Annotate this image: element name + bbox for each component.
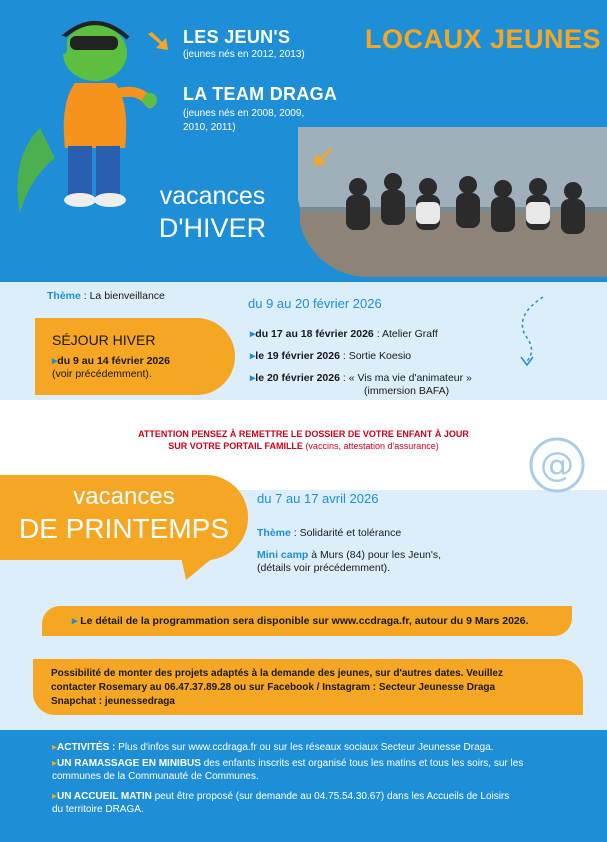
footer-activites: ▸ACTIVITÉS : Plus d'infos sur www.ccdraga.fr ou sur les réseaux sociaux Secteur Jeunesse Draga. (52, 742, 494, 753)
programme-note: ▸ Le détail de la programmation sera disponible sur www.ccdraga.fr, autour du 9 Mars 2026. (72, 615, 529, 627)
hiver-bubble (125, 172, 300, 260)
locaux-jeunes-title: LOCAUX JEUNES (365, 24, 602, 54)
footer-accueil-line2: du territoire DRAGA. (52, 804, 144, 815)
printemps-bubble-line1: vacances (73, 483, 175, 510)
group-photo (298, 127, 607, 277)
footer-minibus-line2: communes de la Communauté de Communes. (52, 771, 259, 782)
warning-line-1: ATTENTION PENSEZ À REMETTRE LE DOSSIER DE VOTRE ENFANT À JOUR (138, 429, 469, 439)
hiver-theme-label: Thème (47, 290, 81, 302)
hiver-item-3-line2: (immersion BAFA) (364, 385, 450, 397)
arrow-down-right-icon (146, 30, 170, 52)
bubble-tail-icon (240, 250, 280, 280)
projets-line-3: Snapchat : jeunessedraga (51, 696, 175, 707)
hiver-item-3: ▸le 20 février 2026 : « Vis ma vie d'animateur » (250, 372, 472, 384)
hiver-item-2: ▸le 19 février 2026 : Sortie Koesio (250, 350, 412, 362)
team-title: LA TEAM DRAGA (183, 84, 338, 104)
arrow-down-left-icon (310, 144, 336, 170)
printemps-bubble-tail-icon (180, 552, 220, 582)
team-subtitle-1: (jeunes nés en 2008, 2009, (183, 108, 305, 119)
projets-line-2: contacter Rosemary au 06.47.37.89.28 ou sur Facebook / Instagram : Secteur Jeunesse Draga (51, 682, 496, 693)
printemps-mini-camp: Mini camp à Murs (84) pour les Jeun's, (257, 549, 442, 561)
hiver-item-1: ▸du 17 au 18 février 2026 : Atelier Graff (250, 328, 438, 340)
hiver-dates: du 9 au 20 février 2026 (248, 296, 382, 311)
at-sign-icon (527, 435, 587, 495)
hiver-theme (47, 290, 165, 303)
warning-line-2: SUR VOTRE PORTAIL FAMILLE (vaccins, attestation d'assurance) (168, 441, 439, 451)
printemps-dates: du 7 au 17 avril 2026 (257, 491, 379, 506)
printemps-theme: Thème : Solidarité et tolérance (257, 527, 402, 539)
footer-minibus: ▸UN RAMASSAGE EN MINIBUS des enfants inscrits est organisé tous les matins et tous les soirs, sur les (52, 758, 524, 769)
sejour-date: du 9 au 14 février 2026 (57, 355, 170, 367)
printemps-mini-camp-line2: (détails voir précédemment). (257, 562, 391, 574)
dashed-arrow-icon (505, 295, 555, 370)
sejour-dates: ▸du 9 au 14 février 2026 (52, 355, 170, 367)
hiver-bubble-line1: vacances (159, 182, 266, 210)
hiver-theme-value: : La bienveillance (80, 290, 165, 302)
svg-text:@: @ (540, 445, 574, 485)
jeuns-title: LES JEUN'S (183, 27, 291, 47)
hiver-bubble-line2: D'HIVER (158, 213, 267, 243)
sejour-title: SÉJOUR HIVER (52, 332, 156, 348)
projets-line-1: Possibilité de monter des projets adaptés à la demande des jeunes, sur d'autres dates. Veuillez (51, 668, 503, 679)
sejour-note: (voir précédemment). (52, 368, 152, 380)
team-subtitle-2: 2010, 2011) (183, 122, 236, 133)
printemps-bubble-line2: DE PRINTEMPS (18, 513, 230, 544)
footer-accueil: ▸UN ACCUEIL MATIN peut être proposé (sur demande au 04.75.54.30.67) dans les Accueils de Loisirs (52, 791, 510, 802)
jeuns-subtitle: (jeunes nés en 2012, 2013) (183, 49, 305, 60)
printemps-bubble (0, 475, 248, 560)
